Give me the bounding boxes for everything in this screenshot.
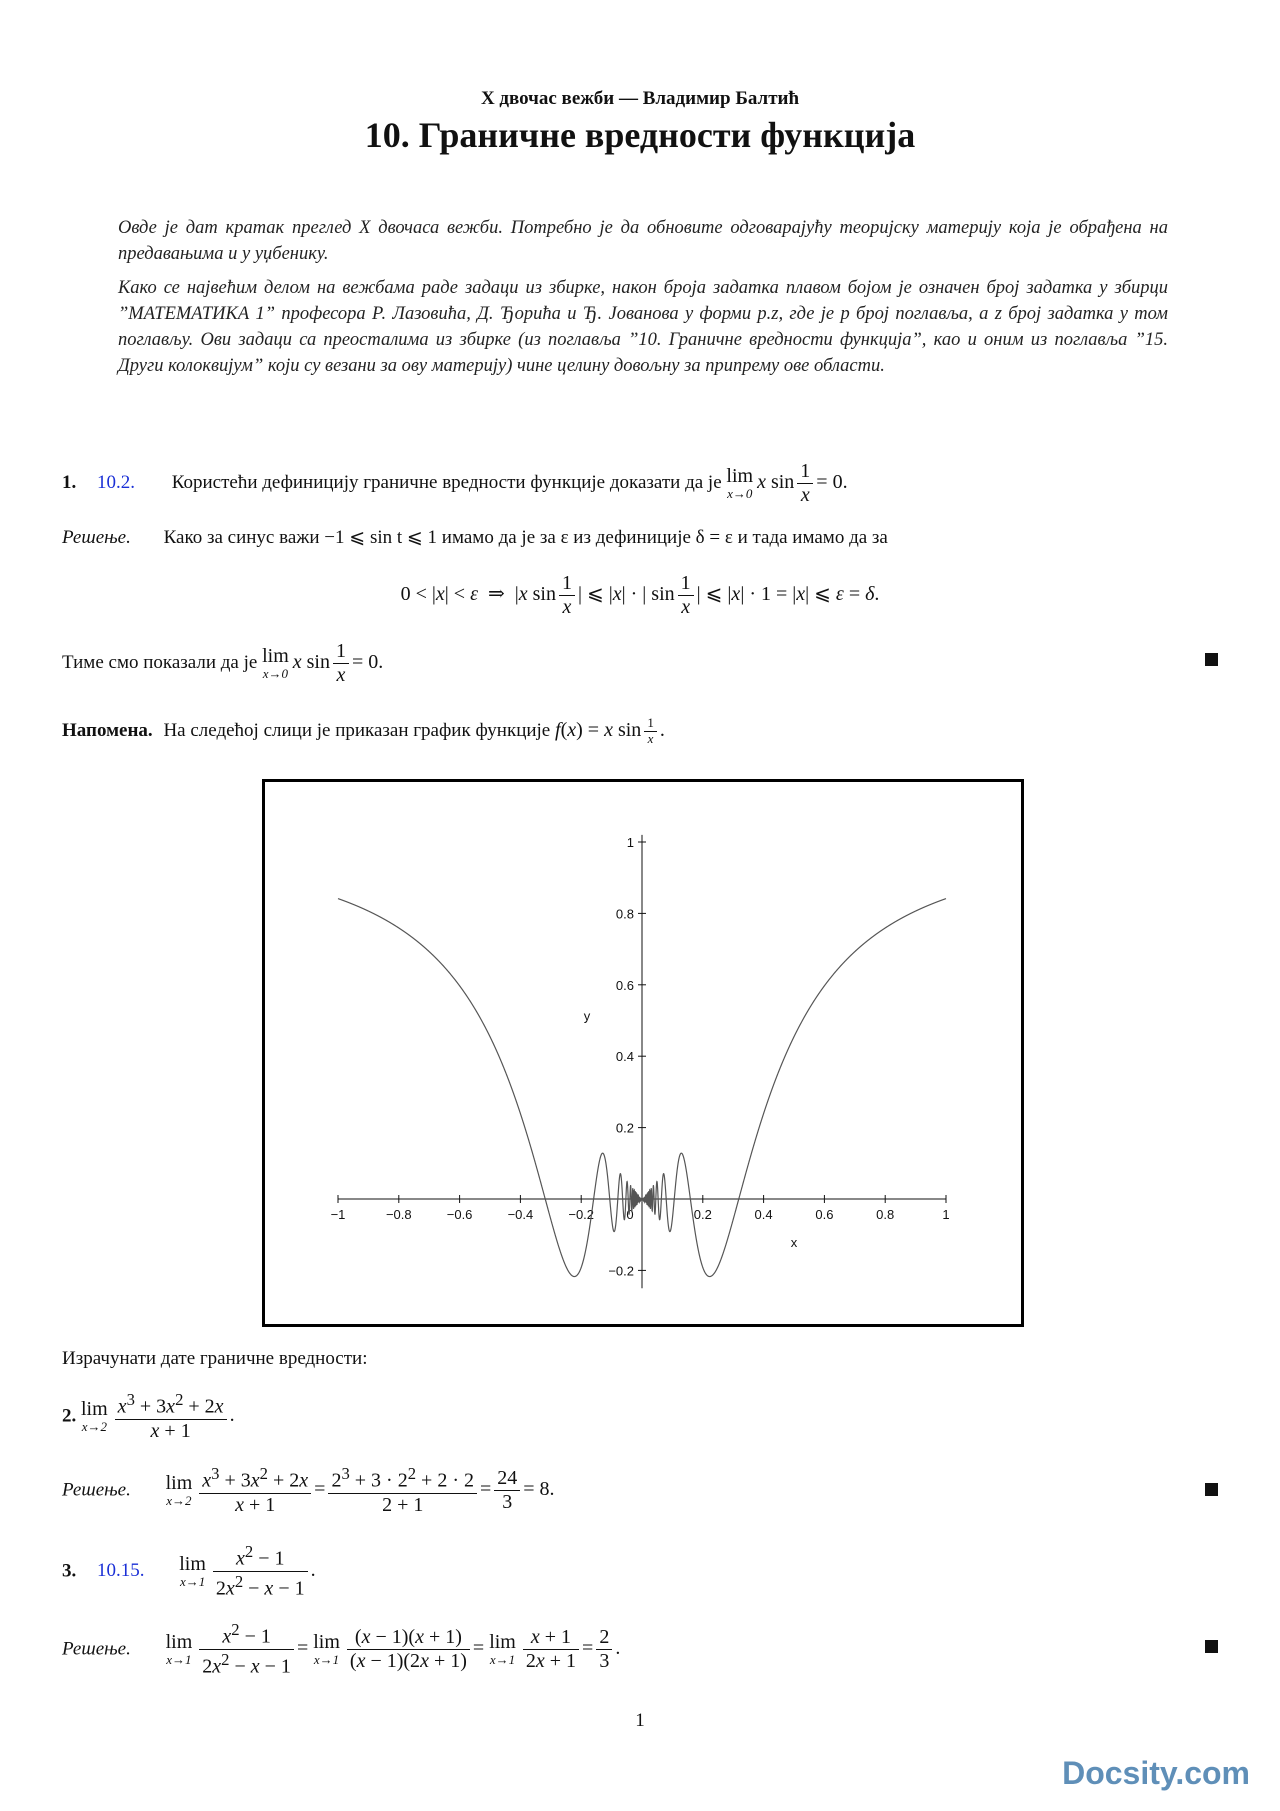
y-tick-label: 0.8: [615, 906, 634, 922]
qed-square: [1205, 1483, 1218, 1496]
y-tick-label: 0.4: [615, 1049, 634, 1065]
conclusion-text: Тиме смо показали да је: [62, 652, 258, 674]
solution-formula: lim x→2 $\frac{x^3 + 3x^2 + 2x}{x + 1}$ = $\frac{2^3 + 3 \cdot 2^2 + 2 \cdot 2}{2 + 1}$ = $\frac{24}{3}$ = 8.: [165, 1464, 555, 1516]
intro-block: [118, 215, 1168, 387]
solution-text: Како за синус важи −1 ⩽ sin t ⩽ 1 имамо да је за ε из дефиниције δ = ε и тада имамо да за: [163, 527, 888, 548]
problem-number: 2.: [62, 1405, 77, 1427]
x-tick-label: 1: [942, 1207, 950, 1222]
problem-text: Користећи дефиницију граничне вредности функције доказати да је: [171, 472, 722, 494]
intro-paragraph: Како се највећим делом на вежбама раде задаци из збирке, након броја задатка плавом бојом је означен број задатка у збирци ”МАТЕМАТИКА 1” професора Р. Лазовића, Д. Ђорића и Ђ. Јованова у форми p.z, где је p број поглавља, a z број задатка у том поглављу. Ови задаци са преосталима из збирке (из поглавља ”10. Граничне вредности функција”, као и оним из поглавља ”15. Други колоквијум” који су везани за ову материју) чине целину довољну за припрему ове области.: [118, 278, 1168, 376]
note-label: Напомена.: [62, 720, 153, 742]
note-text: На следећој слици је приказан график функције: [163, 720, 551, 742]
x-tick-label: 0.2: [693, 1207, 712, 1222]
x-tick-label: −1: [330, 1207, 346, 1222]
x-tick-label: −0.6: [446, 1207, 473, 1222]
problem-2: [62, 1390, 235, 1443]
x-axis-label: x: [790, 1235, 798, 1250]
limit-formula: lim x→0 x sin $\frac{1}{x}$ = 0.: [262, 640, 384, 686]
docsity-watermark: Docsity.com: [1062, 1755, 1250, 1791]
solution-formula: lim x→1 $\frac{x^2 - 1}{2x^2 - x - 1}$ = lim x→1 $\frac{(x - 1)(x + 1)}{(x - 1)(2x + 1)}$ = lim x→1 $\frac{x + 1}{2x + 1}$ = $\frac{2}{3}$ .: [165, 1620, 621, 1678]
problem-1: [62, 460, 848, 507]
inequality-chain: 0 < |x| < ε ⇒ |x sin $\frac{1}{x}$ | ⩽ |x| · | sin $\frac{1}{x}$ | ⩽ |x| · 1 = |x| ⩽ ε = δ.: [400, 572, 880, 618]
intro-paragraph: Овде је дат кратак преглед X двочаса вежби. Потребно је да обновите одговарајућу теоријску материју која је обрађена на предавањима и у уџбенику.: [118, 218, 1168, 264]
page-number: 1: [635, 1710, 645, 1731]
origin-label: 0: [626, 1207, 634, 1222]
collection-ref-link[interactable]: 10.15.: [97, 1560, 145, 1582]
problem-number: 1.: [62, 472, 77, 494]
problem-3-solution: [62, 1620, 620, 1678]
x-tick-label: −0.8: [385, 1207, 412, 1222]
limit-formula: lim x→1 $\frac{x^2 - 1}{2x^2 - x - 1}$ .: [179, 1542, 316, 1600]
x-tick-label: 0.8: [876, 1207, 895, 1222]
y-axis-label: y: [583, 1008, 591, 1024]
chart-frame: [264, 781, 1023, 1326]
solution-label: Решење.: [62, 527, 131, 548]
x-tick-label: 0.4: [754, 1207, 773, 1222]
qed-square: [1205, 1640, 1218, 1653]
y-tick-label: 0.2: [615, 1120, 634, 1136]
x-tick-label: 0.6: [815, 1207, 834, 1222]
y-tick-label: 1: [626, 835, 634, 850]
limit-formula: lim x→0 x sin $\frac{1}{x}$ = 0.: [726, 460, 848, 506]
lecture-subtitle: X двочас вежби — Владимир Балтић: [480, 88, 800, 109]
solution-label: Решење.: [62, 1638, 131, 1660]
y-tick-label: 0.6: [615, 977, 634, 993]
problem-1-conclusion: [62, 640, 383, 687]
x-tick-label: −0.4: [507, 1207, 534, 1222]
function-graph: [262, 779, 1024, 1327]
problem-2-solution: [62, 1464, 555, 1517]
problem-3: [62, 1542, 316, 1600]
function-formula: f(x) = x sin $\frac{1}{x}$ .: [555, 715, 665, 746]
problem-number: 3.: [62, 1560, 77, 1582]
collection-ref-link[interactable]: 10.2.: [97, 472, 135, 494]
solution-label: Решење.: [62, 1479, 131, 1501]
qed-square: [1205, 653, 1218, 666]
limit-formula: lim x→2 $\frac{x^3 + 3x^2 + 2x}{x + 1}$ .: [81, 1390, 235, 1442]
calc-intro: Израчунати дате граничне вредности:: [62, 1348, 368, 1369]
x-tick-label: −0.2: [568, 1207, 595, 1222]
y-tick-label: −0.2: [608, 1263, 634, 1279]
page-title: 10. Граничне вредности функција: [364, 115, 916, 155]
problem-1-solution: [62, 526, 888, 549]
note: [62, 716, 665, 747]
